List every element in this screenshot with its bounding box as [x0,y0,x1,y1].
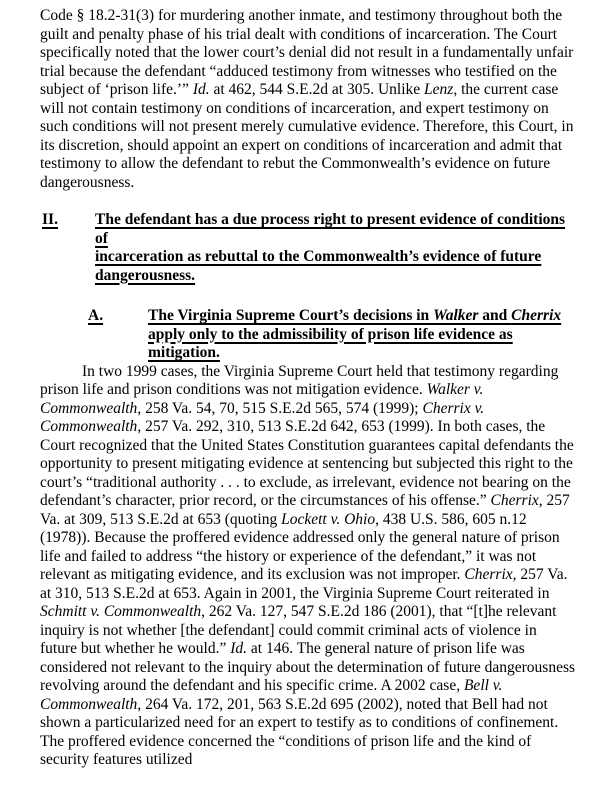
continuation-paragraph [40,7,577,192]
text-segment: Lenz [424,81,454,98]
text-segment: Code § 18.2-31(3) for murdering another inmate, and testimony throughout both the guilt and penalty phase of his trial dealt with conditions of incarceration. The Court specifically noted that the lower court’s denial did not result in a fundamentally unfair trial because the defendant “adduced testimony from witnesses who testified on the subject of ‘prison life.’” [40,7,574,98]
case-law-paragraph [40,363,577,770]
heading-a [88,307,577,363]
heading-a-text [148,307,577,363]
heading-line [148,326,577,345]
text-segment: and [478,307,512,324]
heading-line [148,344,577,363]
text-segment: Walker [433,307,479,324]
text-segment: Id. [230,640,248,657]
text-segment: Walker v. Commonwealth [40,381,484,417]
heading-line [148,307,577,326]
text-segment: , 262 Va. 127, 547 S.E.2d 186 (2001), that “[t]he relevant inquiry is not whether [the defendant] could commit criminal acts of violence in future but whether he would.” [40,603,557,657]
text-segment: at 146. The general nature of prison life was considered not relevant to the inquiry about the determination of future dangerousness revolving around the defendant and his specific crime. A 2002 case, [40,640,576,694]
text-segment: , 258 Va. 54, 70, 515 S.E.2d 565, 574 (1999); [137,399,423,417]
text-segment: , 257 Va. 292, 310, 513 S.E.2d 642, 653 (1999). In both cases, the Court recognized that the United States Constitution guarantees capital defendants the opportunity to present mitigating evidence at sentencing but subjected this right to the court’s “traditional authority . . . to exclude, as irrelevant, evidence not bearing on the defendant’s character, prior record, or the circumstances of his offense.” [40,418,574,509]
heading-line [95,248,577,267]
text-segment: Cherrix [511,307,562,324]
heading-ii [42,211,577,285]
text-segment: Id. [192,81,210,98]
text-segment: incarceration as rebuttal to the Commonwealth’s evidence of future [95,248,542,265]
text-segment: Lockett v. Ohio [281,510,376,528]
heading-a-number: A. [88,307,104,324]
heading-ii-number: II. [42,211,58,228]
text-segment: Schmitt v. Commonwealth [40,603,202,620]
text-segment: , the current case will not contain testimony on conditions of incarceration, and expert testimony on such conditions will not present merely cumulative evidence. Therefore, this Court, in its discretion, should appoint an expert on conditions of incarceration and admit that testimony to allow the defendant to rebut the Commonwealth’s evidence on future dangerousness. [40,81,574,191]
text-segment: The Virginia Supreme Court’s decisions in [148,307,434,324]
text-segment: Bell v. Commonwealth [40,677,503,713]
text-segment: The defendant has a due process right to present evidence of conditions of [95,211,566,247]
text-segment: mitigation. [148,344,220,361]
heading-line [95,267,577,286]
text-segment: , 257 Va. at 310, 513 S.E.2d at 653. Again in 2001, the Virginia Supreme Court reiterated in [40,566,568,602]
text-segment: Cherrix [464,566,513,583]
text-segment: , 264 Va. 172, 201, 563 S.E.2d 695 (2002), noted that Bell had not shown a particularized need for an expert to testify as to conditions of confinement. The proffered evidence concerned the “conditions of prison life and the kind of security features utilized [40,695,559,768]
text-segment: Cherrix [490,492,539,509]
text-segment: dangerousness. [95,266,196,284]
text-segment: Cherrix v. Commonwealth [40,399,485,435]
heading-ii-text [95,211,577,285]
text-segment: , 257 Va. at 309, 513 S.E.2d at 653 (quoting [40,492,570,528]
text-segment: , 438 U.S. 586, 605 n.12 (1978)). Because the proffered evidence addressed only the general nature of prison life and failed to address “the history or experience of the defendant,” it was not relevant as mitigating evidence, and its exclusion was not improper. [40,510,560,583]
heading-line [95,211,577,248]
text-segment: In two 1999 cases, the Virginia Supreme Court held that testimony regarding prison life and prison conditions was not mitigation evidence. [40,362,559,398]
text-segment: apply only to the admissibility of prison life evidence as [148,325,513,343]
text-segment: at 462, 544 S.E.2d at 305. Unlike [209,81,425,98]
